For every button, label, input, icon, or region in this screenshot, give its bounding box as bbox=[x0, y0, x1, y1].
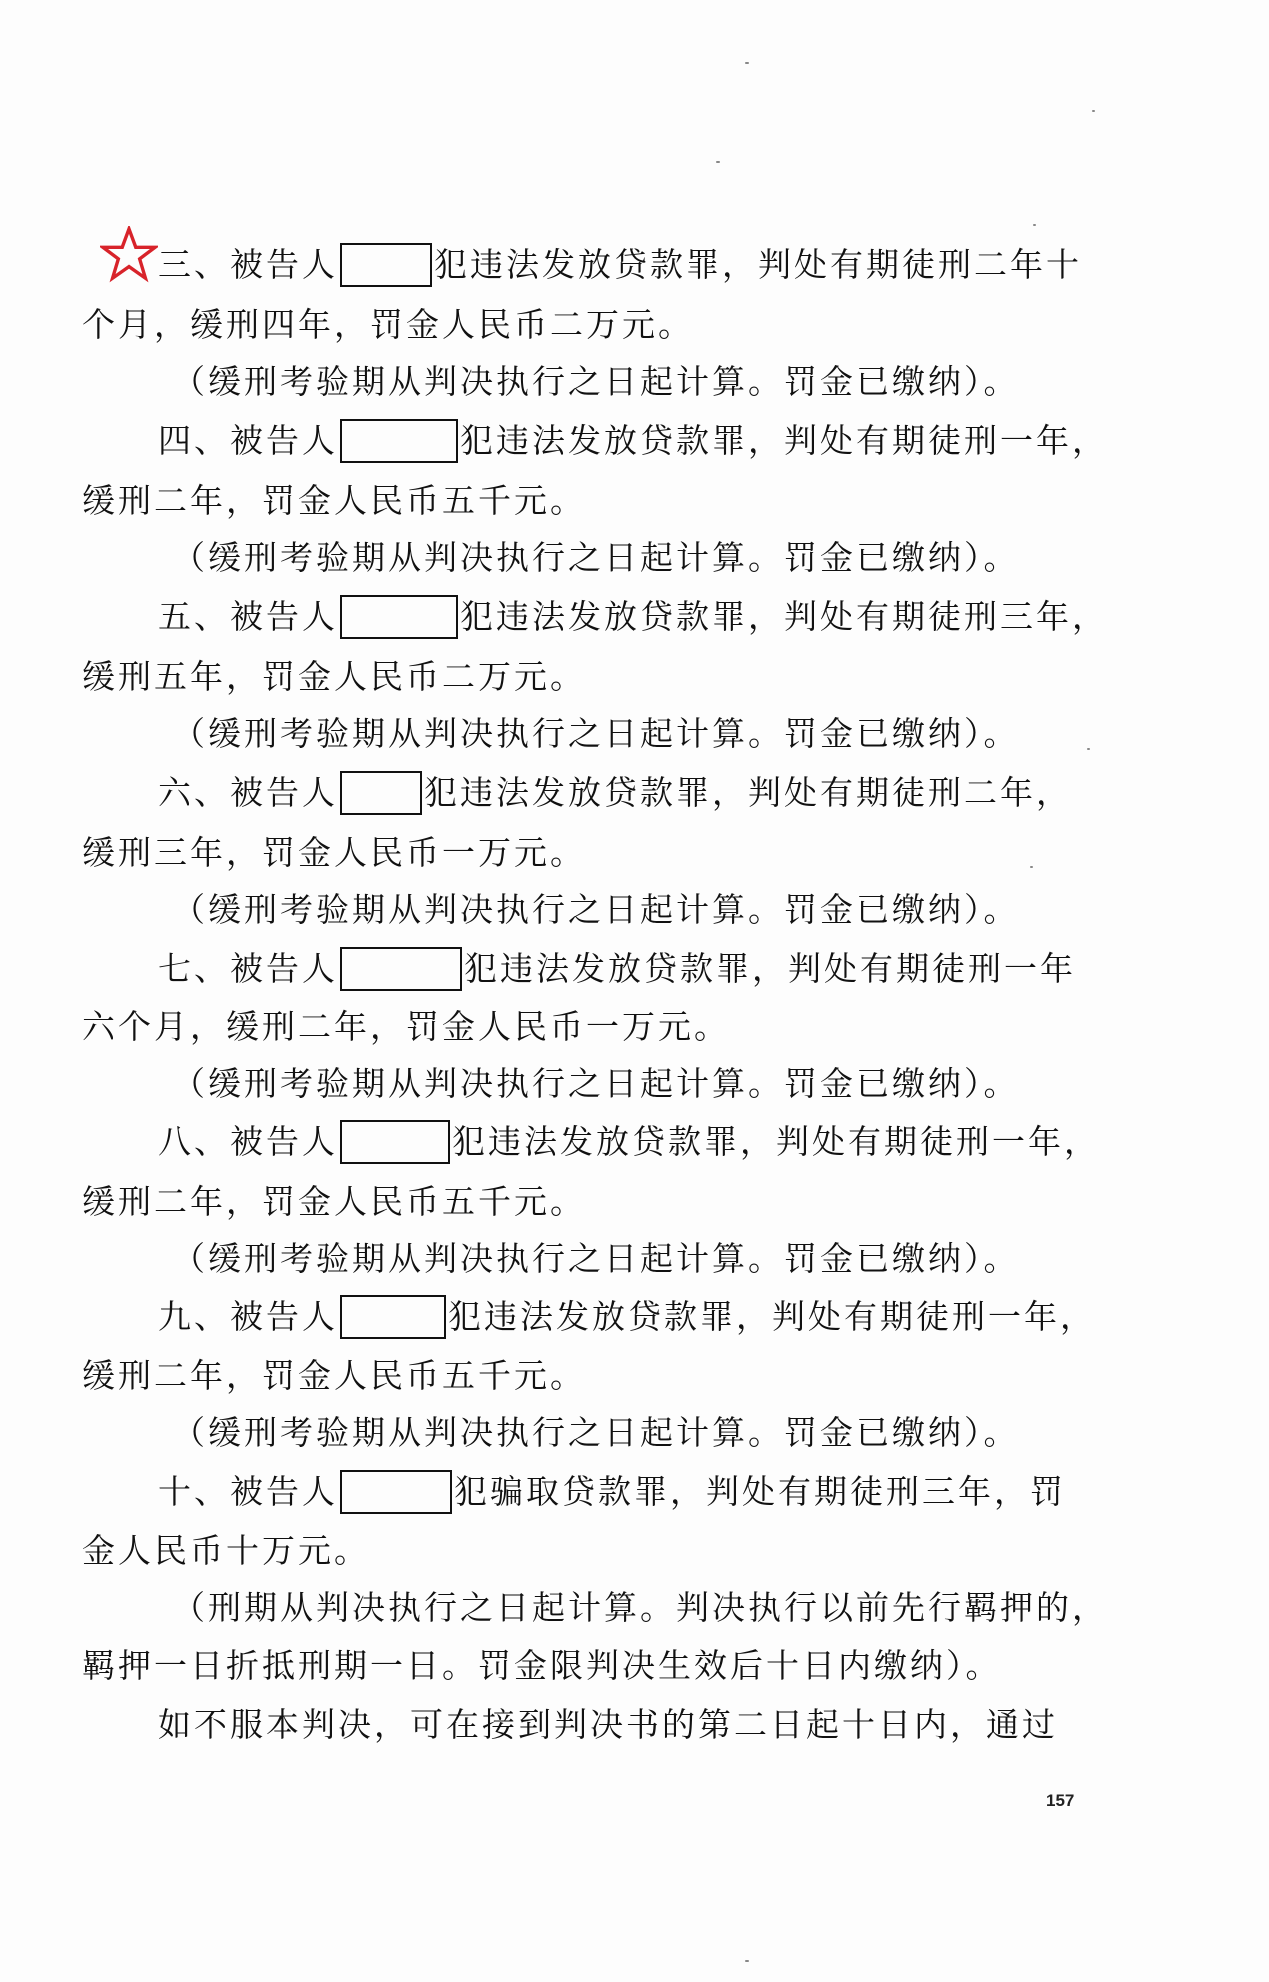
verdict-item-7-line-2: 六个月，缓刑二年，罚金人民币一万元。 bbox=[82, 1007, 730, 1046]
verdict-item-9-line-1: 九、被告人 犯违法发放贷款罪，判处有期徒刑一年， bbox=[158, 1292, 1096, 1342]
verdict-item-3-line-1: 三、被告人 犯违法发放贷款罪，判处有期徒刑二年十 bbox=[158, 240, 1082, 290]
scan-speck bbox=[716, 161, 720, 163]
verdict-item-10-note-cont: 羁押一日折抵刑期一日。罚金限判决生效后十日内缴纳）。 bbox=[82, 1646, 1002, 1685]
verdict-item-3-note: （缓刑考验期从判决执行之日起计算。罚金已缴纳）。 bbox=[172, 362, 1020, 401]
verdict-item-3-line-2: 个月，缓刑四年，罚金人民币二万元。 bbox=[82, 305, 694, 344]
verdict-item-9-line-2: 缓刑二年，罚金人民币五千元。 bbox=[82, 1356, 586, 1395]
scan-speck bbox=[1030, 866, 1033, 868]
verdict-item-4-line-2: 缓刑二年，罚金人民币五千元。 bbox=[82, 481, 586, 520]
redacted-name-box bbox=[340, 1470, 452, 1514]
verdict-item-10-line-2: 金人民币十万元。 bbox=[82, 1531, 370, 1570]
verdict-item-5-line-1: 五、被告人 犯违法发放贷款罪，判处有期徒刑三年， bbox=[158, 592, 1108, 642]
redacted-name-box bbox=[340, 1120, 450, 1164]
verdict-item-8-line-1: 八、被告人 犯违法发放贷款罪，判处有期徒刑一年， bbox=[158, 1117, 1100, 1167]
verdict-item-7-note: （缓刑考验期从判决执行之日起计算。罚金已缴纳）。 bbox=[172, 1064, 1020, 1103]
page-number: 157 bbox=[1046, 1791, 1075, 1810]
scan-speck bbox=[745, 1960, 749, 1962]
verdict-item-4-note: （缓刑考验期从判决执行之日起计算。罚金已缴纳）。 bbox=[172, 538, 1020, 577]
appeal-notice-line: 如不服本判决，可在接到判决书的第二日起十日内，通过 bbox=[158, 1705, 1058, 1744]
verdict-item-4-line-1: 四、被告人 犯违法发放贷款罪，判处有期徒刑一年， bbox=[158, 416, 1108, 466]
redacted-name-box bbox=[340, 771, 422, 815]
verdict-item-10-note: （刑期从判决执行之日起计算。判决执行以前先行羁押的， bbox=[172, 1588, 1108, 1627]
redacted-name-box bbox=[340, 947, 462, 991]
verdict-item-10-line-1: 十、被告人 犯骗取贷款罪，判处有期徒刑三年，罚 bbox=[158, 1467, 1066, 1517]
verdict-item-6-note: （缓刑考验期从判决执行之日起计算。罚金已缴纳）。 bbox=[172, 890, 1020, 929]
verdict-item-5-note: （缓刑考验期从判决执行之日起计算。罚金已缴纳）。 bbox=[172, 714, 1020, 753]
scan-speck bbox=[1033, 224, 1036, 226]
verdict-item-6-line-1: 六、被告人 犯违法发放贷款罪，判处有期徒刑二年， bbox=[158, 768, 1072, 818]
red-star-mark-icon bbox=[100, 226, 158, 284]
redacted-name-box bbox=[340, 243, 432, 287]
verdict-item-8-line-2: 缓刑二年，罚金人民币五千元。 bbox=[82, 1182, 586, 1221]
redacted-name-box bbox=[340, 595, 458, 639]
verdict-item-5-line-2: 缓刑五年，罚金人民币二万元。 bbox=[82, 657, 586, 696]
verdict-item-8-note: （缓刑考验期从判决执行之日起计算。罚金已缴纳）。 bbox=[172, 1239, 1020, 1278]
redacted-name-box bbox=[340, 1295, 446, 1339]
scan-speck bbox=[1087, 748, 1090, 750]
scan-speck bbox=[1092, 110, 1095, 112]
verdict-item-6-line-2: 缓刑三年，罚金人民币一万元。 bbox=[82, 833, 586, 872]
scan-speck bbox=[745, 62, 749, 64]
redacted-name-box bbox=[340, 419, 458, 463]
verdict-item-9-note: （缓刑考验期从判决执行之日起计算。罚金已缴纳）。 bbox=[172, 1413, 1020, 1452]
verdict-item-7-line-1: 七、被告人 犯违法发放贷款罪，判处有期徒刑一年 bbox=[158, 944, 1076, 994]
